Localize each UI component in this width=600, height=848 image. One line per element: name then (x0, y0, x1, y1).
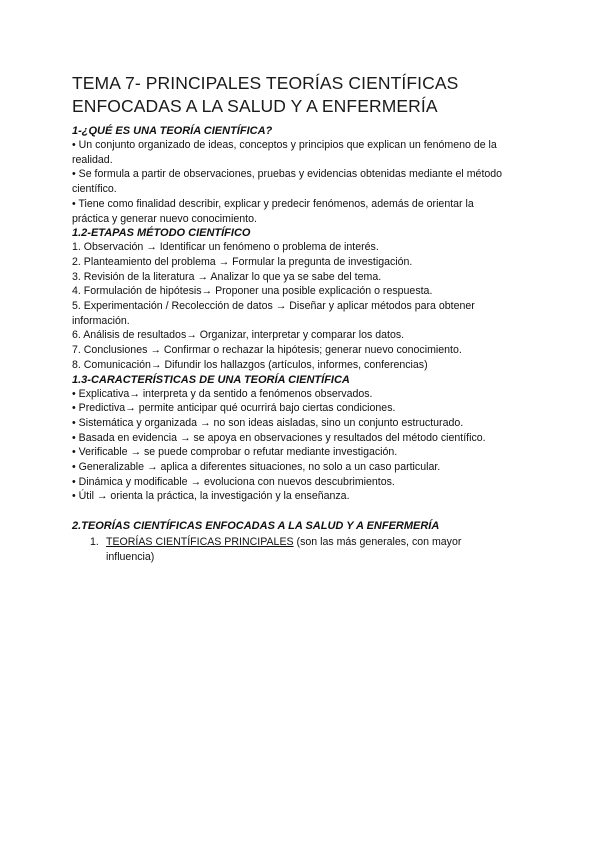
text-line: • Sistemática y organizada → no son ideas aisladas, sino un conjunto estructurado. (72, 416, 464, 429)
title-line-2: ENFOCADAS A LA SALUD Y A ENFERMERÍA (72, 96, 438, 116)
text-line: • Tiene como finalidad describir, explicar y predecir fenómenos, además de orientar la (72, 197, 474, 210)
item-text: (son las más generales, con mayor (293, 536, 462, 549)
text-line: práctica y generar nuevo conocimiento. (72, 212, 257, 225)
text-line: 8. Comunicación→ Difundir los hallazgos (artículos, informes, conferencias) (72, 358, 428, 371)
text-line: 2. Planteamiento del problema → Formular la pregunta de investigación. (72, 255, 413, 268)
item-body (106, 535, 461, 564)
section-method-stages (72, 226, 532, 372)
text-line: • Generalizable → aplica a diferentes situaciones, no solo a un caso particular. (72, 461, 441, 474)
document-page (72, 72, 532, 565)
text-line: • Explicativa→ interpreta y da sentido a fenómenos observados. (72, 387, 373, 400)
text-line: 7. Conclusiones → Confirmar o rechazar la hipótesis; generar nuevo conocimiento. (72, 344, 462, 357)
spacer (72, 504, 532, 519)
text-line: • Verificable → se puede comprobar o refutar mediante investigación. (72, 446, 398, 459)
section-heading: 1.3-CARACTERÍSTICAS DE UNA TEORÍA CIENTÍFICA (72, 373, 350, 386)
text-line: • Se formula a partir de observaciones, pruebas y evidencias obtenidas mediante el método (72, 168, 503, 181)
item-text-continued: influencia) (106, 550, 155, 563)
title-line-1: TEMA 7- PRINCIPALES TEORÍAS CIENTÍFICAS (72, 73, 459, 93)
text-line: • Un conjunto organizado de ideas, conceptos y principios que explican un fenómeno de la (72, 139, 497, 151)
text-line: 3. Revisión de la literatura → Analizar lo que ya se sabe del tema. (72, 270, 382, 283)
text-line: • Útil → orienta la práctica, la investigación y la enseñanza. (72, 490, 350, 503)
item-number: 1. (90, 536, 99, 549)
section-health-theories (72, 519, 532, 564)
section-characteristics (72, 373, 532, 505)
section-what-is-theory (72, 124, 532, 226)
text-line: realidad. (72, 153, 113, 166)
section-heading: 1-¿QUÉ ES UNA TEORÍA CIENTÍFICA? (72, 125, 273, 137)
text-line: • Dinámica y modificable → evoluciona con nuevos descubrimientos. (72, 475, 395, 488)
text-line: científico. (72, 183, 117, 196)
section-heading: 2.TEORÍAS CIENTÍFICAS ENFOCADAS A LA SALUD Y A ENFERMERÍA (72, 520, 440, 533)
text-line: 6. Análisis de resultados→ Organizar, interpretar y comparar los datos. (72, 329, 405, 342)
text-line: • Predictiva→ permite anticipar qué ocurrirá bajo ciertas condiciones. (72, 402, 396, 415)
text-line: 4. Formulación de hipótesis→ Proponer una posible explicación o respuesta. (72, 285, 433, 298)
text-line: • Basada en evidencia → se apoya en observaciones y resultados del método científico. (72, 431, 486, 444)
text-line: información. (72, 314, 130, 327)
text-line: 1. Observación → Identificar un fenómeno o problema de interés. (72, 241, 379, 254)
numbered-item (72, 535, 532, 564)
text-line: 5. Experimentación / Recolección de datos → Diseñar y aplicar métodos para obtener (72, 300, 475, 313)
document-title (72, 72, 532, 118)
section-heading: 1.2-ETAPAS MÉTODO CIENTÍFICO (72, 227, 251, 240)
item-underlined-title: TEORÍAS CIENTÍFICAS PRINCIPALES (106, 536, 294, 549)
